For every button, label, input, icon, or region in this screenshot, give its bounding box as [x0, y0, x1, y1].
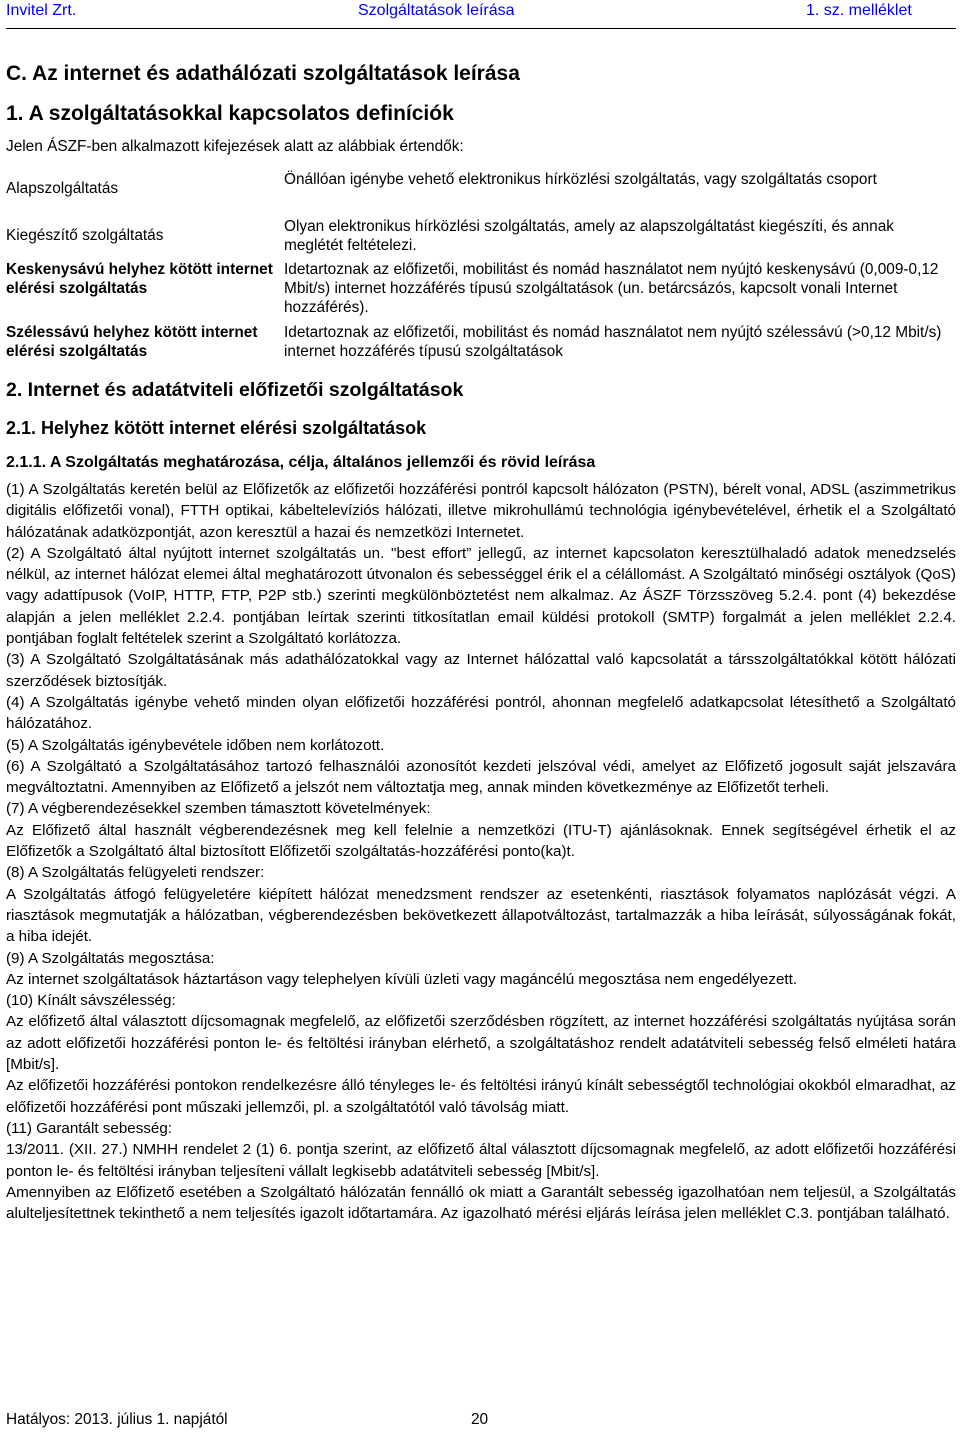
paragraph: Az előfizetői hozzáférési pontokon rendelkezésre álló tényleges le- és feltöltési irányú kínált sebességtől technológiai okokból elmaradhat, az előfizetői hozzáférési pont műszaki jellemzői, pl. a szolgáltatótól való távolság miatt.: [6, 1077, 956, 1116]
definition-term: Szélessávú helyhez kötött internet elérési szolgáltatás: [6, 324, 258, 360]
header-company: Invitel Zrt.: [6, 2, 77, 19]
paragraph: (8) A Szolgáltatás felügyeleti rendszer:: [6, 864, 265, 882]
definition-description: Idetartoznak az előfizetői, mobilitást és nomád használatot nem nyújtó keskenysávú (0,009-0,12 Mbit/s) internet hozzáférés típusú szolgáltatások (un. betárcsázós, kapcsolt vonali Internet hozzáférés).: [284, 261, 939, 316]
paragraph: Az internet szolgáltatások háztartáson vagy telephelyen kívüli üzleti vagy magáncélú megosztása nem engedélyezett.: [6, 970, 798, 988]
document-title: C. Az internet és adathálózati szolgáltatások leírása: [6, 62, 520, 85]
definition-term: Keskenysávú helyhez kötött internet elérési szolgáltatás: [6, 261, 273, 297]
paragraph: (1) A Szolgáltatás keretén belül az Előfizetők az előfizetői hozzáférési pontról kapcsolt hálózaton (PSTN), bérelt vonal, ADSL (aszimmetrikus digitális előfizetői vonal), FTTH optikai, kábeltelevíziós hálózati, illetve mikrohullámú technológia igénybevételével, érhetik el a Szolgáltató hálózatának adatközpontját, azon keresztül a hazai és nemzetközi Internetet.: [6, 481, 956, 541]
paragraph: Az Előfizető által használt végberendezésnek meg kell felelnie a nemzetközi (ITU-T) ajánlásoknak. Ennek segítségével érhetik el az Előfizetők a Szolgáltató által biztosított Előfizetői szolgáltatás-hozzáférési ponto(ka)t.: [6, 821, 956, 861]
paragraph: A Szolgáltatás átfogó felügyeletére kiépített hálózat menedzsment rendszer az esetenkénti, riasztások folyamatos naplózását végzi. A riasztások megmutatják a hálózatban, végberendezésben bekövetkezett állapotváltozást, tartalmazzák a hiba leírását, súlyosságának fokát, a hiba idejét.: [6, 885, 956, 946]
page-number: 20: [471, 1411, 489, 1428]
paragraph: (11) Garantált sebesség:: [6, 1119, 173, 1137]
page-header: [6, 2, 936, 24]
paragraph: (2) A Szolgáltató által nyújtott internet szolgáltatás un. "best effort” jellegű, az internet kapcsolaton keresztülhaladó adatok menedzselés nélkül, az internet hálózat elemei által meghatározott útvonalon és sebességgel érik el a célállomást. A Szolgáltató minőségi osztályok (QoS) vagy adattípusok (VoIP, HTTP, FTP, P2P stb.) szerinti megkülönböztetést nem alkalmaz. Az ÁSZF Törzsszöveg 5.2.4. pont (4) bekezdése alapján a jelen melléklet 2.2.4. pontjában leírtak szerinti titkosítatlan email küldési protokoll (SMTP) forgalmát a jelen melléklet 2.2.4. pontjában foglalt feltételek szerint a Szolgáltató korlátozza.: [6, 544, 956, 648]
paragraph: (7) A végberendezésekkel szemben támasztott követelmények:: [6, 800, 431, 818]
definitions-intro: Jelen ÁSZF-ben alkalmazott kifejezések alatt az alábbiak értendők:: [6, 138, 464, 155]
section-2-1-heading: 2.1. Helyhez kötött internet elérési szolgáltatások: [6, 418, 427, 438]
paragraph: (6) A Szolgáltató a Szolgáltatásához tartozó felhasználói azonosítót kezdeti jelszóval védi, amelyet az Előfizető jogosult saját jelszavára megváltoztatni. Amennyiben az Előfizető a jelszót nem változtatja meg, annak minden következménye az Előfizetőt terheli.: [6, 757, 956, 797]
paragraph: (10) Kínált sávszélesség:: [6, 992, 176, 1010]
section-1-heading: 1. A szolgáltatásokkal kapcsolatos definíciók: [6, 102, 454, 125]
paragraph: Amennyiben az Előfizető esetében a Szolgáltató hálózatán fennálló ok miatt a Garantált sebesség igazolhatóan nem teljesül, a Szolgáltatás alulteljesítettnek tekinthető a nem teljesítés igazolt időtartamára. Az igazolható mérési eljárás leírása jelen melléklet C.3. pontjában található.: [6, 1183, 956, 1223]
definition-description: Idetartoznak az előfizetői, mobilitást és nomád használatot nem nyújtó szélessávú (>0,12 Mbit/s) internet hozzáférés típusú szolgáltatások: [284, 324, 942, 360]
header-divider: [6, 28, 956, 29]
page-footer: [6, 1411, 489, 1429]
header-annex-label: 1. sz. melléklet: [806, 2, 912, 19]
paragraph: Az előfizető által választott díjcsomagnak megfelelő, az előfizetői szerződésben rögzített, az internet hozzáférési szolgáltatás nyújtása során az adott előfizetői hozzáférési ponton le- és feltöltési irányban elérhető, a szolgáltatáshoz rendelt adatátviteli sebesség felső elméleti határa [Mbit/s].: [6, 1013, 956, 1074]
definition-description: Önállóan igénybe vehető elektronikus hírközlési szolgáltatás, vagy szolgáltatás csoport: [284, 171, 877, 188]
definition-term: Alapszolgáltatás: [6, 180, 119, 197]
paragraph: (4) A Szolgáltatás igénybe vehető minden olyan előfizetői hozzáférési pontról, ahonnan megfelelő adatkapcsolat létesíthető a Szolgáltató hálózatához.: [6, 693, 956, 733]
definition-description: Olyan elektronikus hírközlési szolgáltatás, amely az alapszolgáltatást kiegészíti, és annak meglétét feltételezi.: [284, 218, 894, 254]
header-document-title: Szolgáltatások leírása: [358, 2, 515, 19]
paragraph: (5) A Szolgáltatás igénybevétele időben nem korlátozott.: [6, 736, 385, 754]
service-description-body: [6, 479, 956, 1224]
section-2-heading: 2. Internet és adatátviteli előfizetői szolgáltatások: [6, 379, 464, 401]
paragraph: (9) A Szolgáltatás megosztása:: [6, 949, 215, 967]
paragraph: 13/2011. (XII. 27.) NMHH rendelet 2 (1) 6. pontja szerint, az előfizető által választott díjcsomagnak megfelelő, az adott előfizetői hozzáférési ponton le- és feltöltési irányban teljesíteni vállalt legkisebb adatátviteli sebesség [Mbit/s].: [6, 1141, 956, 1180]
definition-term: Kiegészítő szolgáltatás: [6, 227, 164, 244]
footer-effective-date: Hatályos: 2013. július 1. napjától: [6, 1411, 228, 1428]
paragraph: (3) A Szolgáltató Szolgáltatásának más adathálózatokkal vagy az Internet hálózattal való kapcsolatát a társszolgáltatókkal kötött hálózati szerződések biztosítják.: [6, 651, 956, 690]
section-2-1-1-heading: 2.1.1. A Szolgáltatás meghatározása, célja, általános jellemzői és rövid leírása: [6, 454, 596, 471]
